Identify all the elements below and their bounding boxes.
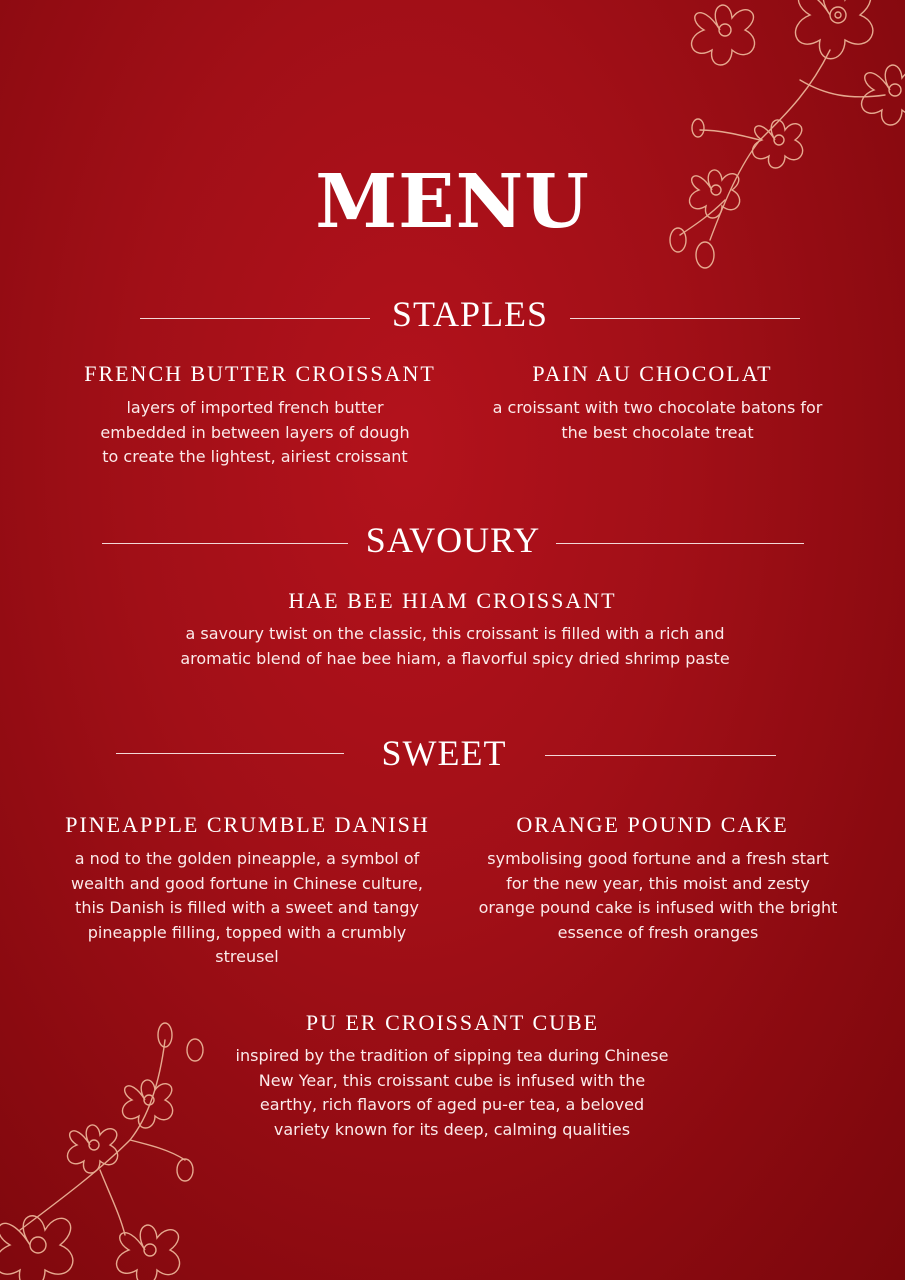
staples-rule-right <box>570 318 800 319</box>
staples-rule-left <box>140 318 370 319</box>
item-title-orange-pound-cake: ORANGE POUND CAKE <box>516 812 789 837</box>
blossom-branch-bottom-left-icon <box>0 1020 215 1280</box>
menu-title: MENU <box>315 159 590 245</box>
item-desc-orange-pound-cake: symbolising good fortune and a fresh start for the new year, this moist and zesty orange pound cake is infused with the bright essence of fresh oranges <box>478 849 838 942</box>
item-title-hae-bee-hiam-croissant: HAE BEE HIAM CROISSANT <box>288 588 617 613</box>
staples-heading: STAPLES <box>391 294 549 334</box>
sweet-heading: SWEET <box>381 733 507 773</box>
sweet-rule-left <box>116 753 344 754</box>
item-title-pain-au-chocolat: PAIN AU CHOCOLAT <box>532 361 773 386</box>
item-title-pu-er-croissant-cube: PU ER CROISSANT CUBE <box>305 1010 600 1035</box>
savoury-rule-right <box>556 543 804 544</box>
savoury-heading: SAVOURY <box>365 520 541 560</box>
item-title-pineapple-crumble-danish: PINEAPPLE CRUMBLE DANISH <box>65 812 430 837</box>
item-desc-french-butter-croissant: layers of imported french butter embedded in between layers of dough to create the lightest, airiest croissant <box>100 398 410 466</box>
sweet-rule-right <box>545 755 776 756</box>
item-desc-pain-au-chocolat: a croissant with two chocolate batons for the best chocolate treat <box>492 398 823 442</box>
item-desc-hae-bee-hiam-croissant: a savoury twist on the classic, this croissant is filled with a rich and aromatic blend of hae bee hiam, a flavorful spicy dried shrimp paste <box>180 624 730 668</box>
savoury-rule-left <box>102 543 348 544</box>
item-desc-pineapple-crumble-danish: a nod to the golden pineapple, a symbol of wealth and good fortune in Chinese culture, this Danish is filled with a sweet and tangy pineapple filling, topped with a crumbly streusel <box>71 849 423 966</box>
item-desc-pu-er-croissant-cube: inspired by the tradition of sipping tea during Chinese New Year, this croissant cube is infused with the earthy, rich flavors of aged pu-er tea, a beloved variety known for its deep, calming qualities <box>235 1046 669 1139</box>
item-title-french-butter-croissant: FRENCH BUTTER CROISSANT <box>84 361 436 386</box>
